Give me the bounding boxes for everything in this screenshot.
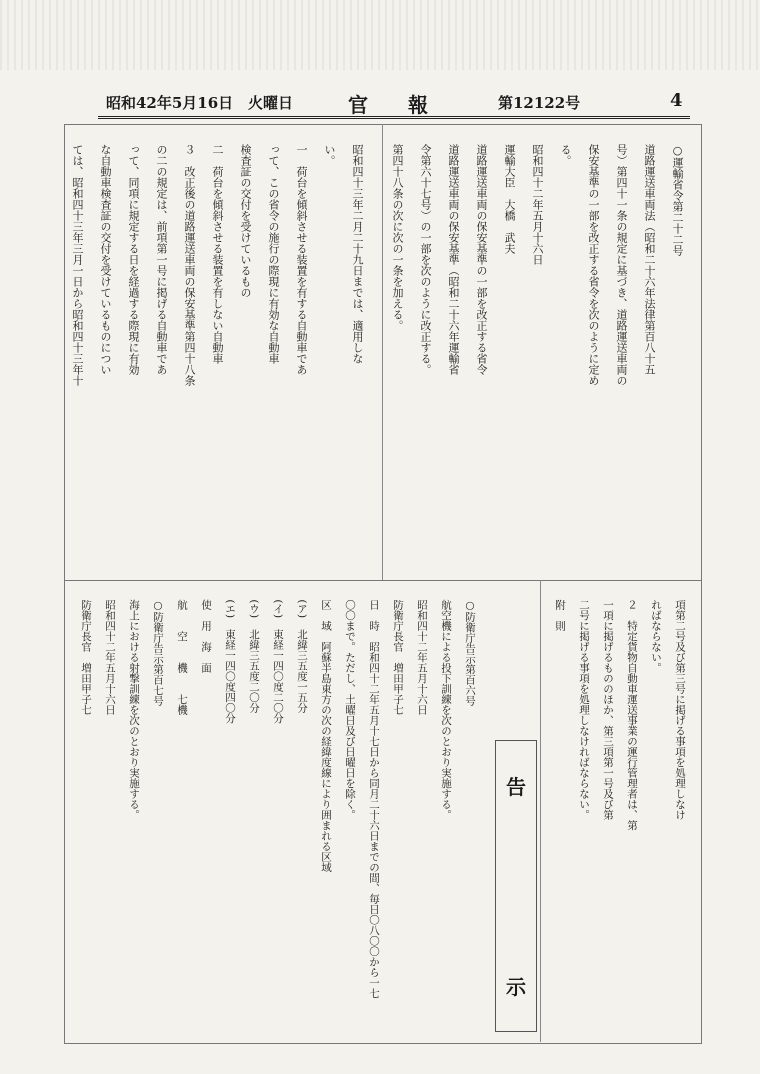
upper-left-line: ３ 改正後の道路運送車両の保安基準第四十八条 bbox=[183, 144, 196, 386]
lower-left-line: 項第二号及び第三号に掲げる事項を処理しなけ bbox=[674, 599, 686, 820]
lower-right-line: 昭和四十二年五月十六日 bbox=[416, 599, 428, 715]
upper-right-line: 昭和四十二年五月十六日 bbox=[531, 144, 544, 265]
header-rule bbox=[98, 116, 690, 119]
lower-right-line: (ウ) 北緯三五度二〇分 bbox=[248, 599, 260, 713]
upper-left-line: な自動車検査証の交付を受けているものについ bbox=[99, 144, 112, 375]
text-column-lower-left bbox=[544, 586, 698, 1036]
upper-right-line: 運輸大臣 大橋 武夫 bbox=[503, 144, 516, 254]
upper-left-line: い。 bbox=[323, 144, 336, 166]
lower-left-line: 附 則 bbox=[554, 599, 566, 631]
header-issue: 第12122号 bbox=[498, 94, 581, 112]
lower-right-line: (エ) 東経一四〇度四〇分 bbox=[224, 599, 236, 724]
header-date: 昭和42年5月16日 bbox=[106, 94, 234, 112]
lower-left-line: 二号に掲げる事項を処理しなければならない。 bbox=[578, 599, 590, 820]
page-header bbox=[98, 90, 690, 120]
notice-heading-box bbox=[495, 740, 537, 1032]
lower-right-line: ○防衛庁告示第百六号 bbox=[464, 599, 476, 706]
text-column-upper-right bbox=[386, 130, 698, 576]
lower-right-line: ○防衛庁告示第百七号 bbox=[152, 599, 164, 706]
upper-left-line: 昭和四十三年二月二十九日までは、適用しな bbox=[351, 144, 364, 364]
header-title: 官 報 bbox=[348, 93, 428, 117]
upper-right-line: 道路運送車両の保安基準（昭和二十六年運輸省 bbox=[447, 144, 460, 375]
upper-left-line: って、同項に規定する日を経過する際現に有効 bbox=[127, 144, 140, 375]
lower-right-line: (イ) 東経一四〇度二〇分 bbox=[272, 599, 284, 724]
upper-right-line: 保安基準の一部を改正する省令を次のように定め bbox=[587, 144, 600, 386]
lower-right-line: 区 域 阿蘇半島東方の次の経緯度線により囲まれる区域 bbox=[320, 599, 332, 873]
lower-right-line: 使 用 海 面 bbox=[200, 599, 212, 673]
lower-right-line: 海上における射撃訓練を次のとおり実施する。 bbox=[128, 599, 140, 820]
upper-right-line: ○運輸省令第二十二号 bbox=[671, 144, 684, 256]
notice-heading-char: 示 bbox=[506, 975, 526, 999]
lower-right-line: (ア) 北緯三五度一五分 bbox=[296, 599, 308, 713]
lower-left-line: ２ 特定貨物自動車運送事業の運行管理者は、第 bbox=[626, 599, 638, 831]
text-column-upper-left bbox=[68, 130, 378, 576]
upper-left-line: って、この省令の施行の際現に有効な自動車 bbox=[267, 144, 280, 364]
header-weekday: 火曜日 bbox=[248, 94, 294, 112]
lower-right-line: 日 時 昭和四十二年五月十七日から同月二十六日までの間、毎日〇八〇〇から一七 bbox=[368, 599, 380, 999]
upper-right-line: る。 bbox=[559, 144, 572, 166]
upper-left-line: 検査証の交付を受けているもの bbox=[239, 144, 252, 298]
upper-left-line: の二の規定は、前項第一号に掲げる自動車であ bbox=[155, 144, 168, 375]
upper-right-line: 号）第四十一条の規定に基づき、道路運送車両の bbox=[615, 144, 628, 386]
lower-left-line: ればならない。 bbox=[650, 599, 662, 673]
upper-right-line: 道路運送車両の保安基準の一部を改正する省令 bbox=[475, 144, 488, 375]
text-column-lower-right bbox=[68, 586, 488, 1036]
lower-right-line: 〇〇まで。ただし、土曜日及び日曜日を除く。 bbox=[344, 599, 356, 820]
lower-right-line: 昭和四十二年五月十六日 bbox=[104, 599, 116, 715]
lower-right-line: 航 空 機 七機 bbox=[176, 599, 188, 715]
upper-right-line: 令第六十七号）の一部を次のように改正する。 bbox=[419, 144, 432, 375]
upper-right-line: 第四十八条の次に次の一条を加える。 bbox=[391, 144, 404, 331]
lower-right-line: 防衛庁長官 増田甲子七 bbox=[392, 599, 404, 715]
lower-left-line: 一項に掲げるもののほか、第三項第一号及び第 bbox=[602, 599, 614, 820]
upper-left-line: 二 荷台を傾斜させる装置を有しない自動車 bbox=[211, 144, 224, 364]
upper-left-line: ては、昭和四十三年三月一日から昭和四十三年十 bbox=[71, 144, 84, 386]
upper-left-line: 一 荷台を傾斜させる装置を有する自動車であ bbox=[295, 144, 308, 375]
lower-right-line: 航空機による投下訓練を次のとおり実施する。 bbox=[440, 599, 452, 820]
header-page-number: 4 bbox=[670, 90, 683, 111]
notice-heading-char: 告 bbox=[506, 775, 526, 799]
scan-noise bbox=[0, 0, 760, 70]
upper-column-divider bbox=[382, 124, 383, 580]
lower-column-divider bbox=[540, 580, 541, 1042]
upper-right-line: 道路運送車両法（昭和二十六年法律第百八十五 bbox=[643, 144, 656, 375]
section-divider bbox=[64, 580, 702, 581]
lower-right-line: 防衛庁長官 増田甲子七 bbox=[80, 599, 92, 715]
